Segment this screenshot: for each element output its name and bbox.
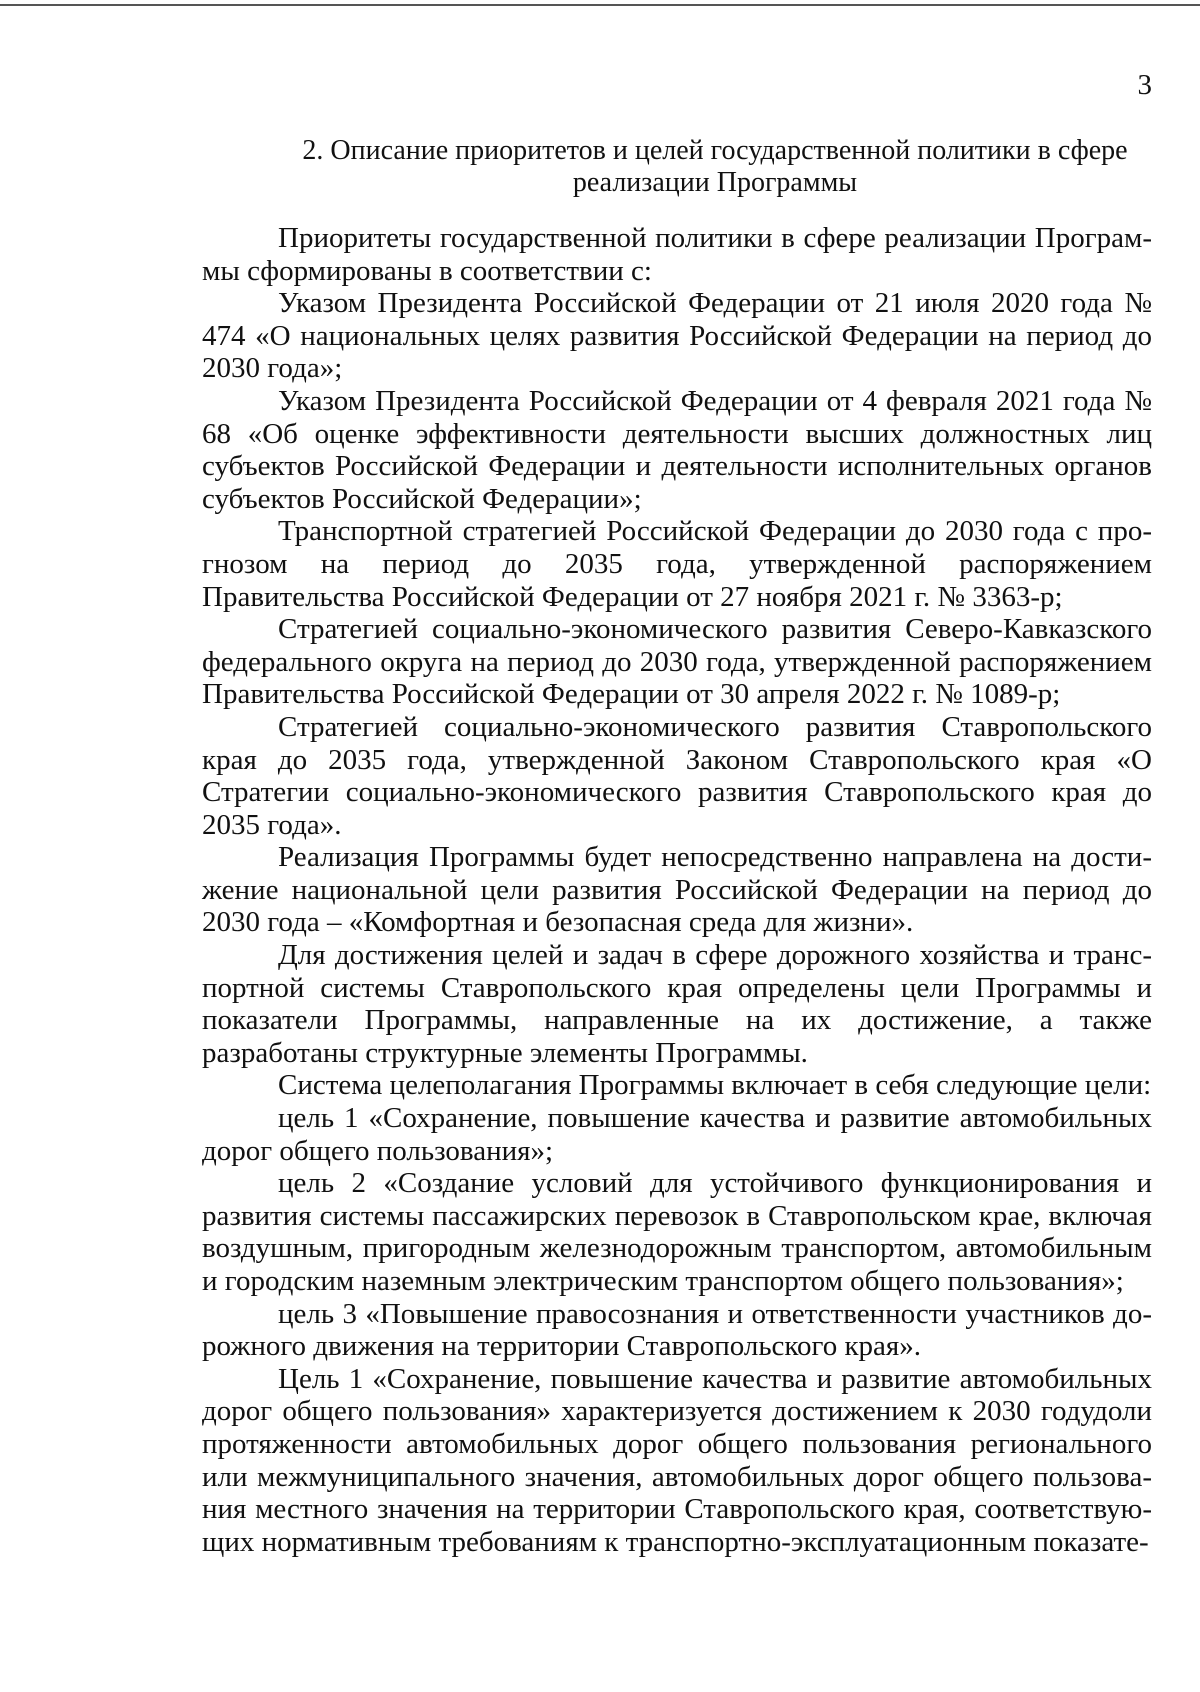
paragraph-goal-3: цель 3 «Повышение правосознания и ответственности участников дорожного движения на территории Ставропольского края».: [202, 1297, 1152, 1363]
paragraph-priorities-intro: Приоритеты государственной политики в сфере реализации Программы сформированы в соответствии с:: [202, 222, 1152, 287]
paragraph-goal-1: цель 1 «Сохранение, повышение качества и развитие автомобильных дорог общего пользования»;: [202, 1102, 1152, 1167]
paragraph-goal-system: Система целеполагания Программы включает в себя следующие цели:: [278, 1069, 1152, 1102]
section-heading-line-1: 2. Описание приоритетов и целей государственной политики в сфере: [302, 135, 1128, 166]
paragraph-goal-2: цель 2 «Создание условий для устойчивого функционирования и развития системы пассажирских перевозок в Ставропольском крае, включая воздушным, пригородным железнодорожным транспортом, автомобильным и городским наземным электрическим транспортом общего пользования»;: [202, 1167, 1152, 1297]
top-border-line: [0, 4, 1200, 6]
paragraph-national-goal: Реализация Программы будет непосредственно направлена на достижение национальной цели развития Российской Федерации на период до 2030 года – «Комфортная и безопасная среда для жизни».: [202, 841, 1152, 939]
paragraph-transport-strategy: Транспортной стратегией Российской Федерации до 2030 года с прогнозом на период до 2035 года, утвержденной распоряжением Правительства Российской Федерации от 27 ноября 2021 г. № 3363-р;: [202, 515, 1152, 613]
paragraph-stavropol-strategy: Стратегией социально-экономического развития Ставропольского края до 2035 года, утвержденной Законом Ставропольского края «О Стратегии социально-экономического развития Ставропольского края до 2035 года».: [202, 710, 1152, 841]
paragraph-decree-68: Указом Президента Российской Федерации от 4 февраля 2021 года № 68 «Об оценке эффективности деятельности высших должностных лиц субъектов Российской Федерации и деятельности исполнительных органов субъектов Российской Федерации»;: [202, 384, 1152, 515]
page-number: 3: [1137, 69, 1152, 101]
paragraph-goals-defined: Для достижения целей и задач в сфере дорожного хозяйства и транспортной системы Ставропольского края определены цели Программы и показатели Программы, направленные на их достижение, а также разработаны структурные элементы Программы.: [202, 939, 1152, 1069]
paragraph-goal-1-characteristics: Цель 1 «Сохранение, повышение качества и развитие автомобильных дорог общего пользования» характеризуется достижением к 2030 годудоли протяженности автомобильных дорог общего пользования регионального или межмуниципального значения, автомобильных дорог общего пользования местного значения на территории Ставропольского края, соответствующих нормативным требованиям к транспортно-эксплуатационным показате-: [202, 1362, 1152, 1558]
section-heading: [285, 135, 1145, 199]
body-text: [202, 222, 1152, 1558]
section-heading-line-2: реализации Программы: [572, 167, 858, 198]
paragraph-nkfo-strategy: Стратегией социально-экономического развития Северо-Кавказского федерального округа на период до 2030 года, утвержденной распоряжением Правительства Российской Федерации от 30 апреля 2022 г. № 1089-р;: [202, 613, 1152, 711]
paragraph-decree-474: Указом Президента Российской Федерации от 21 июля 2020 года № 474 «О национальных целях развития Российской Федерации на период до 2030 года»;: [202, 287, 1152, 385]
